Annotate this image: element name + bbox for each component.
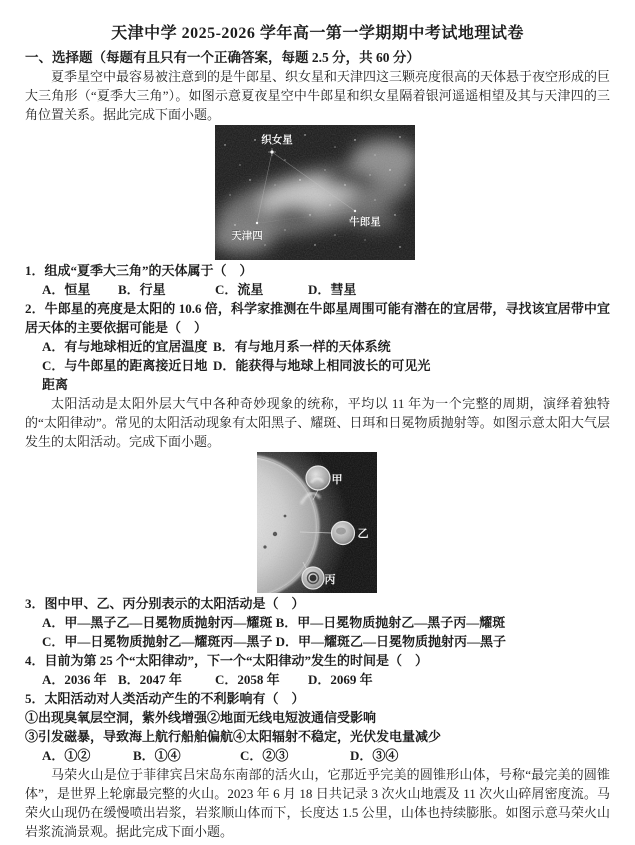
q2-options-row2 [42, 356, 615, 394]
q5-statement-1: ①出现臭氧层空洞，紫外线增强②地面无线电短波通信受影响 [25, 710, 377, 725]
q2-option-c: C．与牛郎星的距离接近日地距离 [42, 358, 208, 392]
photo-grain-2 [257, 452, 377, 593]
q5-option-a: A．①② [42, 748, 91, 763]
q3-options-row1: A．甲—黑子乙—日冕物质抛射丙—耀斑 B．甲—日冕物质抛射乙—黑子丙—耀斑 [42, 615, 506, 630]
q2-option-d: D．能获得与地球上相同波长的可见光 [213, 358, 431, 373]
page-title: 天津中学 2025-2026 学年高一第一学期期中考试地理试卷 [111, 25, 524, 42]
q1-option-a: A．恒星 [42, 282, 91, 297]
q4-options [42, 670, 615, 689]
q4-option-b: B．2047 年 [118, 672, 182, 687]
passage-summer-triangle: 夏季星空中最容易被注意到的是牛郎星、织女星和天津四这三颗亮度很高的天体悬于夜空形成的巨大三角形（“夏季大三角”）。如图示意夏夜星空中牛郎星和织女星隔着银河遥遥相望及其与天津四的三角位置关系。据此完成下面小题。 [25, 69, 611, 122]
q4-option-a: A．2036 年 [42, 672, 107, 687]
label-bing: 丙 [324, 574, 336, 586]
q4-stem: 4．目前为第 25 个“太阳律动”，下一个“太阳律动”发生的时间是（ ） [25, 653, 429, 668]
vega-label: 织女星 [261, 134, 293, 146]
section-heading: 一、选择题（每题有且只有一个正确答案，每题 2.5 分，共 60 分） [25, 50, 420, 65]
q4-option-c: C．2058 年 [215, 672, 280, 687]
q1-options [42, 280, 615, 299]
photo-grain [215, 125, 415, 260]
q3-options-row2: C．甲—日冕物质抛射乙—耀斑丙—黑子 D．甲—耀斑乙—日冕物质抛射丙—黑子 [42, 634, 507, 649]
passage-solar-activity: 太阳活动是太阳外层大气中各种奇妙现象的统称，平均以 11 年为一个完整的周期，演绎着独特的“太阳律动”。常见的太阳活动现象有太阳黑子、耀斑、日珥和日冕物质抛射等。如图示意太阳大气层发生的太阳活动。完成下面小题。 [25, 396, 610, 449]
starry-sky-figure [215, 125, 415, 260]
q5-option-c: C．②③ [240, 748, 289, 763]
q5-option-b: B．①④ [133, 748, 181, 763]
q4-option-d: D．2069 年 [308, 672, 373, 687]
q5-stem: 5．太阳活动对人类活动产生的不利影响有（ ） [25, 691, 305, 706]
q2-option-a: A．有与地球相近的宜居温度 [42, 339, 208, 354]
sun-activity-figure [257, 452, 377, 593]
q2-options-row1 [42, 337, 615, 356]
label-jia: 甲 [331, 474, 343, 486]
altair-label: 牛郎星 [349, 216, 381, 228]
deneb-label: 天津四 [231, 230, 263, 242]
q5-option-d: D．③④ [350, 748, 399, 763]
q1-option-d: D．彗星 [308, 282, 357, 297]
q3-stem: 3．图中甲、乙、丙分别表示的太阳活动是（ ） [25, 596, 305, 611]
q2-stem: 2．牛郎星的亮度是太阳的 10.6 倍，科学家推测在牛郎星周围可能有潜在的宜居带，寻找该宜居带中宜居天体的主要依据可能是（ ） [25, 301, 610, 335]
q1-stem: 1．组成“夏季大三角”的天体属于（ ） [25, 263, 253, 278]
label-yi: 乙 [357, 528, 369, 540]
passage-volcano: 马荣火山是位于菲律宾吕宋岛东南部的活火山，它那近乎完美的圆锥形山体，号称“最完美的圆锥体”，是世界上轮廓最完整的火山。2023 年 6 月 18 日共记录 3 次火山地震及 11 次火山碎屑密度流。马荣火山现仍在缓慢喷出岩浆，岩浆顺山体而下，长度达 1.5 公里，山体也持续膨胀。如图示意马荣火山岩浆流淌景观。据此完成下面小题。 [25, 767, 610, 839]
q2-option-b: B．有与地月系一样的天体系统 [213, 339, 391, 354]
q1-option-b: B．行星 [118, 282, 166, 297]
q5-options [42, 746, 615, 765]
q5-statement-2: ③引发磁暴，导致海上航行船舶偏航④太阳辐射不稳定，光伏发电量减少 [25, 729, 442, 744]
q1-option-c: C．流星 [215, 282, 264, 297]
